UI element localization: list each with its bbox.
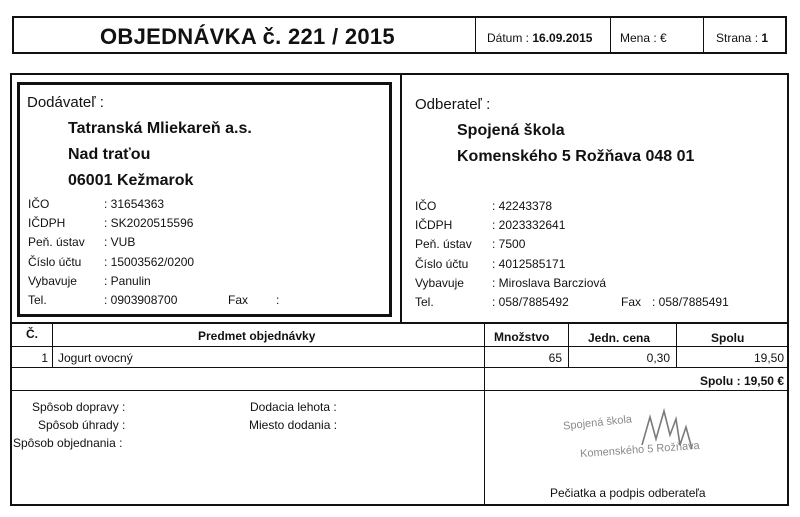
supplier-city: 06001 Kežmarok bbox=[68, 172, 194, 189]
customer-address: Komenského 5 Rožňava 048 01 bbox=[457, 148, 695, 165]
date-value: 16.09.2015 bbox=[532, 31, 593, 45]
supplier-tel-value: : 0903908700 bbox=[104, 293, 178, 307]
row-no: 1 bbox=[41, 351, 48, 365]
table-top-border bbox=[11, 322, 788, 324]
page-label: Strana : bbox=[716, 31, 759, 45]
supplier-contact-value: : Panulin bbox=[104, 274, 151, 288]
col-divider-price bbox=[568, 323, 569, 368]
col-divider-qty bbox=[484, 323, 485, 368]
supplier-heading: Dodávateľ : bbox=[27, 94, 104, 111]
supplier-contact-label: Vybavuje bbox=[28, 274, 77, 288]
customer-icdph-label: IČDPH bbox=[415, 218, 453, 232]
currency-value: € bbox=[660, 31, 667, 45]
supplier-street: Nad traťou bbox=[68, 146, 151, 163]
customer-account-label: Číslo účtu bbox=[415, 257, 469, 271]
supplier-ico-value: : 31654363 bbox=[104, 197, 165, 211]
supplier-account-value: : 15003562/0200 bbox=[104, 255, 195, 269]
table-header-bottom bbox=[11, 346, 788, 347]
customer-bank-label: Peň. ústav bbox=[415, 237, 472, 251]
payment-label: Spôsob úhrady : bbox=[38, 418, 126, 432]
customer-name: Spojená škola bbox=[457, 122, 565, 139]
supplier-bank-label: Peň. ústav bbox=[28, 235, 85, 249]
stamp-line-2: Komenského 5 Rožňava bbox=[579, 439, 701, 461]
supplier-icdph-label: IČDPH bbox=[28, 216, 66, 230]
col-header-price: Jedn. cena bbox=[588, 331, 651, 345]
supplier-tel-label: Tel. bbox=[28, 293, 47, 307]
col-header-qty: Množstvo bbox=[494, 330, 550, 344]
customer-ico-label: IČO bbox=[415, 199, 437, 213]
customer-contact-value: : Miroslava Barcziová bbox=[492, 276, 607, 290]
row-price: 0,30 bbox=[646, 351, 670, 365]
header-divider-1 bbox=[475, 17, 476, 53]
sum-row bbox=[580, 374, 784, 388]
stamp-line-1: Spojená škola bbox=[562, 413, 633, 433]
supplier-icdph-value: : SK2020515596 bbox=[104, 216, 194, 230]
header-divider-3 bbox=[703, 17, 704, 53]
customer-contact-label: Vybavuje bbox=[415, 276, 464, 290]
supplier-fax-label: Fax bbox=[228, 293, 249, 307]
customer-fax-label: Fax bbox=[621, 295, 642, 309]
footer-divider bbox=[484, 367, 485, 505]
customer-tel-value: : 058/7885492 bbox=[492, 295, 569, 309]
row-total: 19,50 bbox=[753, 351, 784, 365]
col-header-total: Spolu bbox=[711, 331, 745, 345]
col-divider-no bbox=[52, 323, 53, 368]
transport-label: Spôsob dopravy : bbox=[32, 400, 126, 414]
signature-label: Pečiatka a podpis odberateľa bbox=[550, 486, 706, 500]
customer-icdph-value: : 2023332641 bbox=[492, 218, 566, 232]
supplier-fax-value: : bbox=[276, 293, 280, 307]
table-row-bottom bbox=[11, 367, 788, 368]
date-field bbox=[487, 31, 592, 45]
date-label: Dátum : bbox=[487, 31, 530, 45]
customer-ico-value: : 42243378 bbox=[492, 199, 553, 213]
page-value: 1 bbox=[761, 31, 769, 45]
supplier-ico-label: IČO bbox=[28, 197, 50, 211]
supplier-name: Tatranská Mliekareň a.s. bbox=[68, 120, 252, 137]
header-divider-2 bbox=[610, 17, 611, 53]
customer-heading: Odberateľ : bbox=[415, 96, 491, 113]
party-divider bbox=[400, 74, 402, 322]
signature-mark bbox=[640, 405, 700, 460]
currency-label: Mena : bbox=[620, 31, 657, 45]
document-title: OBJEDNÁVKA č. 221 / 2015 bbox=[100, 24, 395, 49]
customer-account-value: : 4012585171 bbox=[492, 257, 566, 271]
row-item: Jogurt ovocný bbox=[58, 351, 133, 365]
delivery-term-label: Dodacia lehota : bbox=[250, 400, 337, 414]
sum-value: 19,50 € bbox=[743, 374, 784, 388]
col-header-item: Predmet objednávky bbox=[198, 329, 316, 343]
customer-bank-value: : 7500 bbox=[492, 237, 526, 251]
currency-field bbox=[620, 31, 667, 45]
supplier-account-label: Číslo účtu bbox=[28, 255, 82, 269]
supplier-bank-value: : VUB bbox=[104, 235, 136, 249]
customer-fax-value: : 058/7885491 bbox=[652, 295, 729, 309]
col-divider-total bbox=[676, 323, 677, 368]
row-qty: 65 bbox=[548, 351, 562, 365]
sum-label: Spolu : bbox=[699, 374, 741, 388]
table-sum-bottom bbox=[11, 390, 788, 391]
ordering-label: Spôsob objednania : bbox=[13, 436, 123, 450]
col-header-no: Č. bbox=[26, 327, 38, 341]
page-field bbox=[716, 31, 768, 45]
delivery-place-label: Miesto dodania : bbox=[249, 418, 338, 432]
customer-tel-label: Tel. bbox=[415, 295, 434, 309]
